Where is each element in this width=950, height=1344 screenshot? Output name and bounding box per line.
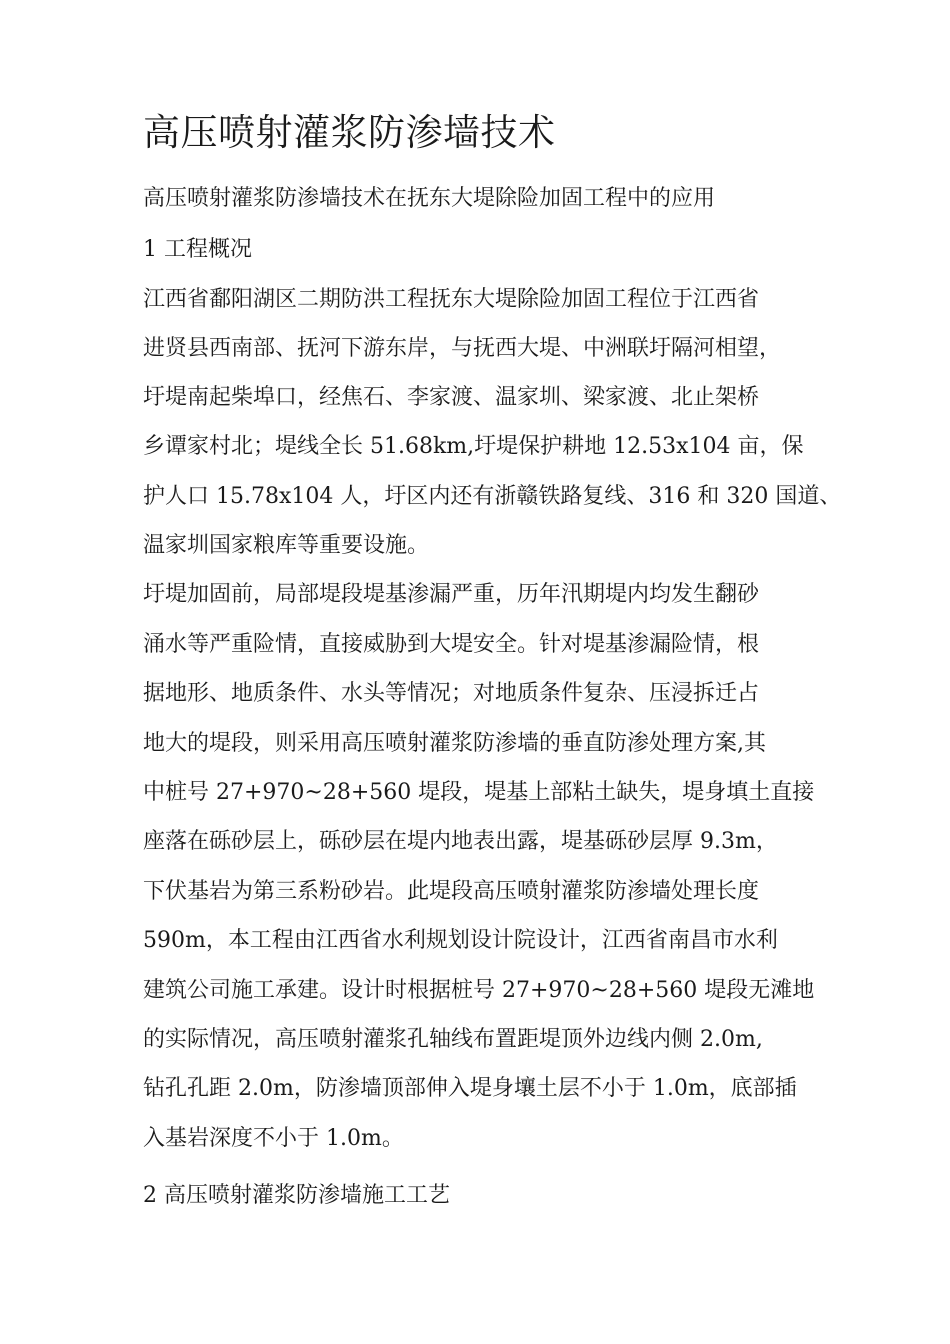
paragraph-2-line: 入基岩深度不小于 1.0m。 xyxy=(143,1126,404,1151)
section-heading-2: 2 高压喷射灌浆防渗墙施工工艺 xyxy=(143,1183,450,1208)
paragraph-2-line: 圩堤加固前，局部堤段堤基渗漏严重，历年汛期堤内均发生翻砂 xyxy=(143,582,760,607)
paragraph-1-line: 圩堤南起柴埠口，经焦石、李家渡、温家圳、梁家渡、北止架桥 xyxy=(143,385,760,410)
paragraph-2-line: 下伏基岩为第三系粉砂岩。此堤段高压喷射灌浆防渗墙处理长度 xyxy=(143,879,760,904)
paragraph-1-line: 温家圳国家粮库等重要设施。 xyxy=(143,533,430,558)
paragraph-2-line: 590m，本工程由江西省水利规划设计院设计，江西省南昌市水利 xyxy=(143,928,778,953)
paragraph-2-line: 的实际情况，高压喷射灌浆孔轴线布置距堤顶外边线内侧 2.0m, xyxy=(143,1027,763,1052)
paragraph-1-line: 乡谭家村北；堤线全长 51.68km,圩堤保护耕地 12.53x104 亩，保 xyxy=(143,434,804,459)
paragraph-1-line: 江西省鄱阳湖区二期防洪工程抚东大堤除险加固工程位于江西省 xyxy=(143,287,760,312)
paragraph-2-line: 涌水等严重险情，直接威胁到大堤安全。针对堤基渗漏险情，根 xyxy=(143,632,760,657)
paragraph-2-line: 建筑公司施工承建。设计时根据桩号 27+970~28+560 堤段无滩地 xyxy=(143,978,815,1003)
document-subtitle: 高压喷射灌浆防渗墙技术在抚东大堤除险加固工程中的应用 xyxy=(143,186,716,211)
paragraph-2-line: 座落在砾砂层上，砾砂层在堤内地表出露，堤基砾砂层厚 9.3m， xyxy=(143,829,778,854)
paragraph-1-line: 护人口 15.78x104 人，圩区内还有浙赣铁路复线、316 和 320 国道、 xyxy=(143,484,842,509)
paragraph-2-line: 地大的堤段，则采用高压喷射灌浆防渗墙的垂直防渗处理方案,其 xyxy=(143,731,766,756)
section-heading-1: 1 工程概况 xyxy=(143,237,252,262)
paragraph-1-line: 进贤县西南部、抚河下游东岸，与抚西大堤、中洲联圩隔河相望， xyxy=(143,336,782,361)
document-title: 高压喷射灌浆防渗墙技术 xyxy=(143,111,556,154)
paragraph-2-line: 钻孔孔距 2.0m，防渗墙顶部伸入堤身壤土层不小于 1.0m，底部插 xyxy=(143,1076,797,1101)
paragraph-2-line: 中桩号 27+970~28+560 堤段，堤基上部粘土缺失，堤身填土直接 xyxy=(143,780,815,805)
paragraph-2-line: 据地形、地质条件、水头等情况；对地质条件复杂、压浸拆迁占 xyxy=(143,681,760,706)
